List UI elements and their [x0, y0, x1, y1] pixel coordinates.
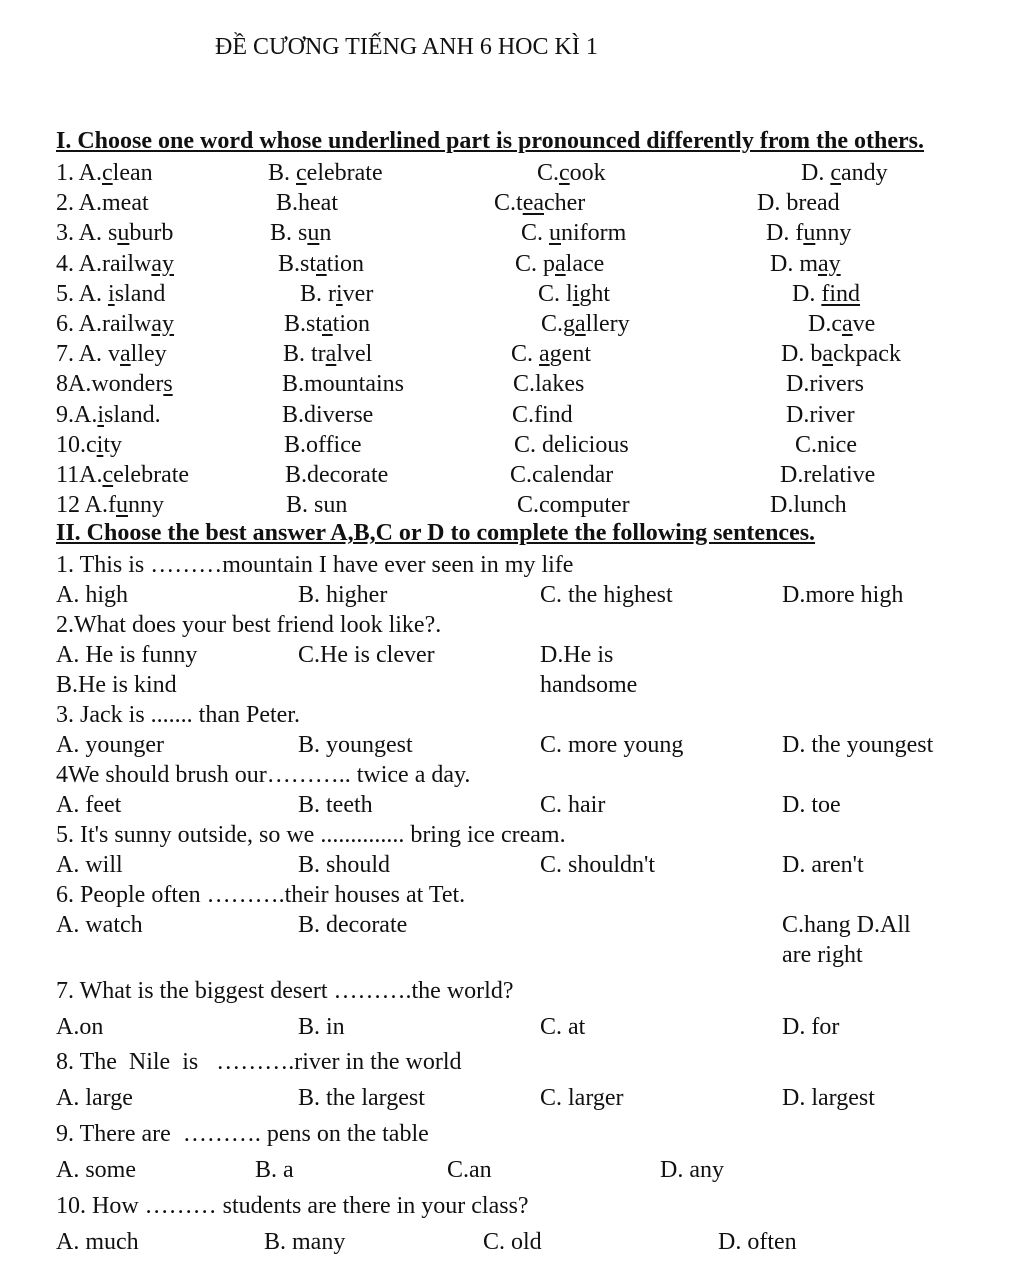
underlined-part: a [325, 341, 337, 368]
q8-option-d: D. largest [782, 1085, 875, 1111]
underlined-part: u [549, 220, 562, 247]
row-2-option-c: C.teacher [494, 190, 586, 217]
question-4: 4We should brush our……….. twice a day. [56, 762, 471, 788]
row-7-option-a: 7. A. valley [56, 341, 167, 368]
q2-option-d: D.He is handsome [540, 642, 638, 698]
row-7-option-d: D. backpack [781, 341, 901, 368]
question-1: 1. This is ………mountain I have ever seen in my life [56, 552, 574, 578]
row-1-option-c: C.cook [537, 160, 606, 186]
underlined-part: a [841, 311, 853, 337]
section-1-row-10 [0, 430, 1024, 460]
q8-option-a: A. large [56, 1085, 133, 1111]
row-9-option-a: 9.A.island. [56, 401, 161, 428]
row-8-option-c: C.lakes [513, 371, 585, 398]
underlined-part: a [316, 250, 327, 277]
underlined-part: i [96, 431, 104, 458]
underlined-part: a [822, 341, 833, 368]
question-7: 7. What is the biggest desert ……….the world? [56, 978, 514, 1004]
q10-option-b: B. many [264, 1229, 346, 1255]
q4-option-d: D. toe [782, 792, 841, 818]
row-9-option-c: C.find [512, 401, 573, 428]
section-1-row-9 [0, 400, 1024, 430]
row-5-option-d: D. find [792, 280, 861, 307]
q3-option-a: A. younger [56, 732, 164, 758]
underlined-part: a [120, 341, 131, 368]
underlined-part: i [572, 280, 580, 307]
q4-option-c: C. hair [540, 792, 606, 818]
q1-option-d: D.more high [782, 582, 904, 608]
q3-option-d: D. the youngest [782, 732, 934, 758]
q9-option-d: D. any [660, 1157, 724, 1183]
row-12-option-c: C.computer [517, 492, 630, 519]
section-1-row-2 [0, 188, 1024, 218]
row-4-option-d: D. may [770, 250, 841, 277]
q1-option-c: C. the highest [540, 582, 673, 608]
q7-option-a: A.on [56, 1014, 104, 1040]
row-11-option-c: C.calendar [510, 462, 614, 488]
row-10-option-a: 10.city [56, 431, 122, 458]
question-9: 9. There are ………. pens on the table [56, 1121, 429, 1147]
underlined-part: a [555, 250, 566, 277]
row-10-option-c: C. delicious [514, 431, 629, 458]
underlined-part: u [307, 220, 320, 247]
row-1-option-a: 1. A.clean [56, 160, 153, 186]
section-1-row-11 [0, 460, 1024, 490]
row-6-option-a: 6. A.railway [56, 311, 174, 337]
row-7-option-c: C. agent [511, 341, 591, 368]
question-2: 2.What does your best friend look like?. [56, 612, 442, 638]
q6-option-b: B. decorate [298, 912, 408, 938]
row-8-option-a: 8A.wonders [56, 371, 173, 398]
row-3-option-b: B. sun [270, 220, 332, 247]
section-1-row-12 [0, 490, 1024, 520]
row-12-option-a: 12 A.funny [56, 492, 164, 519]
q1-option-b: B. higher [298, 582, 388, 608]
underlined-part: a [322, 311, 333, 337]
section-1-row-4 [0, 249, 1024, 279]
row-2-option-a: 2. A.meat [56, 190, 149, 217]
question-6: 6. People often ……….their houses at Tet. [56, 882, 466, 908]
q3-option-c: C. more young [540, 732, 684, 758]
underlined-part: ay [151, 250, 174, 277]
row-9-option-d: D.river [786, 401, 855, 428]
q10-option-d: D. often [718, 1229, 797, 1255]
q9-option-c: C.an [447, 1157, 492, 1183]
q5-option-a: A. will [56, 852, 123, 878]
section-1-row-1 [0, 158, 1024, 188]
row-10-option-d: C.nice [795, 431, 857, 458]
q10-option-a: A. much [56, 1229, 139, 1255]
underlined-part: u [803, 220, 816, 247]
q9-option-b: B. a [255, 1157, 294, 1183]
q2-option-b: B.He is kind [56, 672, 177, 698]
underlined-part: a [539, 341, 550, 368]
row-5-option-c: C. light [538, 280, 611, 307]
underlined-part: a [575, 311, 586, 337]
underlined-part: ay [151, 311, 174, 337]
underlined-part: u [116, 492, 128, 519]
row-12-option-d: D.lunch [770, 492, 847, 519]
row-4-option-c: C. palace [515, 250, 605, 277]
underlined-part: c [830, 160, 841, 186]
row-11-option-b: B.decorate [285, 462, 389, 488]
row-3-option-d: D. funny [766, 220, 852, 247]
q7-option-d: D. for [782, 1014, 840, 1040]
row-11-option-a: 11A.celebrate [56, 462, 190, 488]
row-5-option-b: B. river [300, 280, 374, 307]
row-1-option-b: B. celebrate [268, 160, 383, 186]
q6-option-cd: C.hang D.All are right [782, 912, 911, 968]
q7-option-b: B. in [298, 1014, 345, 1040]
row-12-option-b: B. sun [286, 492, 348, 519]
row-9-option-b: B.diverse [282, 401, 374, 428]
q6-option-a: A. watch [56, 912, 143, 938]
q8-option-c: C. larger [540, 1085, 624, 1111]
row-11-option-d: D.relative [780, 462, 876, 488]
underlined-part: ea [522, 190, 544, 217]
row-8-option-b: B.mountains [282, 371, 405, 398]
section-1-heading: I. Choose one word whose underlined part is pronounced differently from the others. [56, 128, 925, 154]
row-3-option-a: 3. A. suburb [56, 220, 174, 247]
section-1-row-5 [0, 279, 1024, 309]
q10-option-c: C. old [483, 1229, 542, 1255]
q8-option-b: B. the largest [298, 1085, 425, 1111]
q5-option-c: C. shouldn't [540, 852, 656, 878]
row-1-option-d: D. candy [801, 160, 888, 186]
row-6-option-b: B.station [284, 311, 371, 337]
row-3-option-c: C. uniform [521, 220, 627, 247]
row-6-option-c: C.gallery [541, 311, 630, 337]
row-6-option-d: D.cave [808, 311, 876, 337]
underlined-part: c [102, 160, 113, 186]
row-2-option-d: D. bread [757, 190, 840, 217]
question-3: 3. Jack is ....... than Peter. [56, 702, 300, 728]
q1-option-a: A. high [56, 582, 128, 608]
q5-option-b: B. should [298, 852, 391, 878]
section-1-row-3 [0, 218, 1024, 248]
q2-option-a: A. He is funny [56, 642, 198, 668]
row-4-option-b: B.station [278, 250, 365, 277]
underlined-part: s [163, 371, 173, 398]
question-10: 10. How ……… students are there in your class? [56, 1193, 529, 1219]
question-8: 8. The Nile is ……….river in the world [56, 1049, 462, 1075]
underlined-part: c [102, 462, 114, 488]
underlined-part: c [559, 160, 570, 186]
q7-option-c: C. at [540, 1014, 586, 1040]
row-8-option-d: D.rivers [786, 371, 864, 398]
document-title: ĐỀ CƯƠNG TIẾNG ANH 6 HOC KÌ 1 [215, 34, 598, 60]
q5-option-d: D. aren't [782, 852, 864, 878]
q4-option-a: A. feet [56, 792, 122, 818]
row-2-option-b: B.heat [276, 190, 338, 217]
underlined-part: c [296, 160, 307, 186]
q4-option-b: B. teeth [298, 792, 373, 818]
section-1-row-8 [0, 369, 1024, 399]
q2-option-c: C.He is clever [298, 642, 435, 668]
row-7-option-b: B. tralvel [283, 341, 373, 368]
section-1-row-6 [0, 309, 1024, 339]
section-2-heading: II. Choose the best answer A,B,C or D to complete the following sentences. [56, 520, 816, 546]
row-4-option-a: 4. A.railway [56, 250, 174, 277]
row-10-option-b: B.office [284, 431, 362, 458]
row-5-option-a: 5. A. island [56, 280, 166, 307]
section-1-row-7 [0, 339, 1024, 369]
q9-option-a: A. some [56, 1157, 136, 1183]
underlined-part: i [108, 280, 115, 307]
q3-option-b: B. youngest [298, 732, 413, 758]
underlined-part: find [821, 280, 861, 307]
question-5: 5. It's sunny outside, so we .............. bring ice cream. [56, 822, 566, 848]
underlined-part: i [336, 280, 343, 307]
underlined-part: u [117, 220, 130, 247]
underlined-part: i [97, 401, 105, 428]
underlined-part: ay [818, 250, 841, 277]
